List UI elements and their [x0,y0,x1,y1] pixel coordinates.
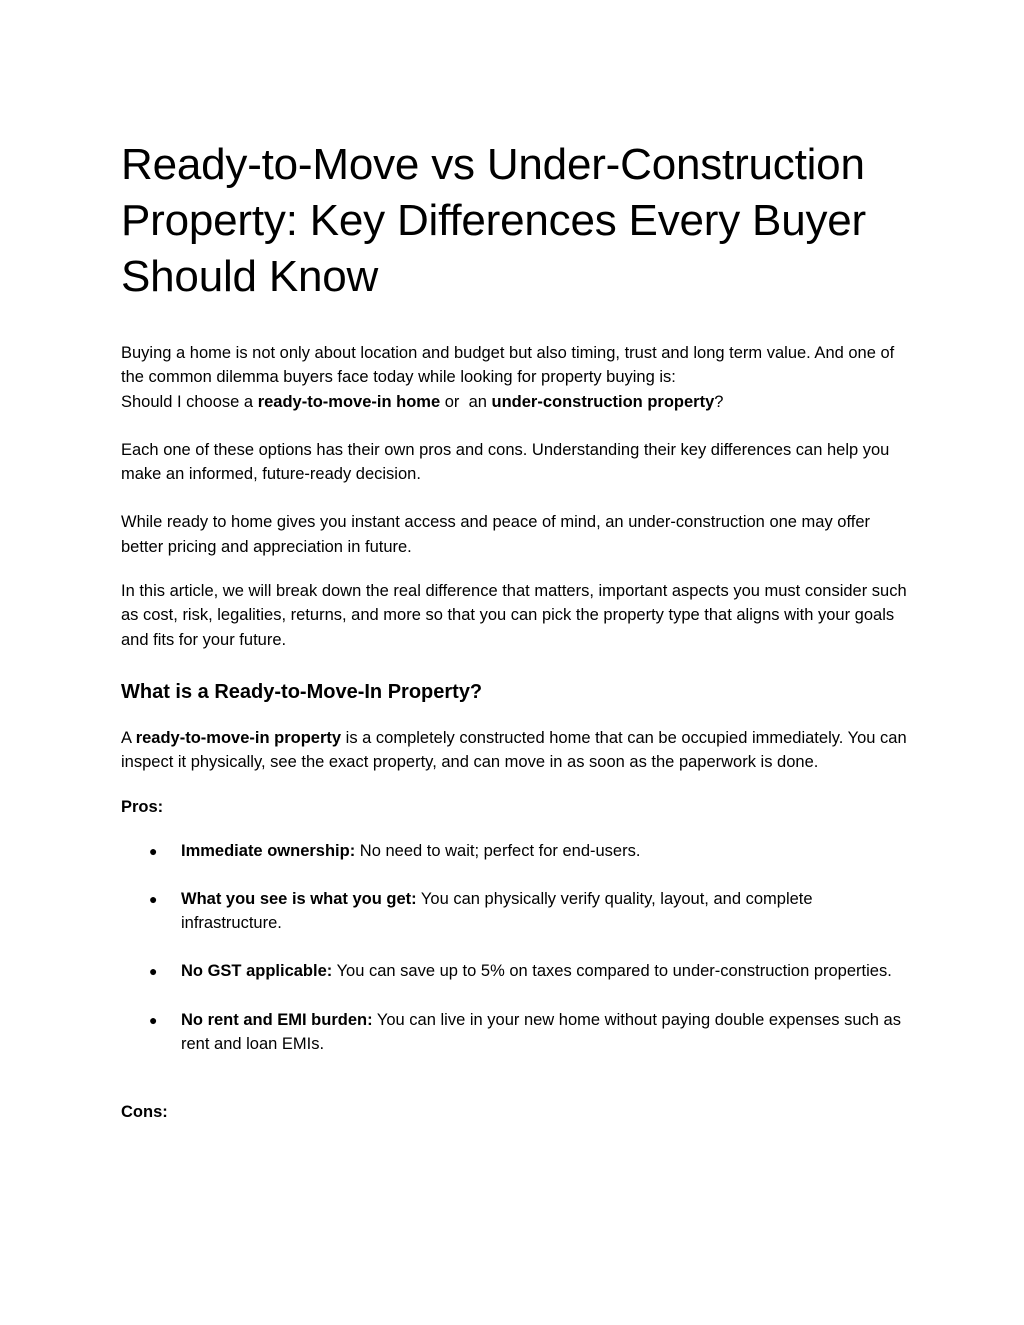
definition-prefix: A [121,728,136,747]
definition-bold: ready-to-move-in property [135,728,342,747]
list-item [121,1008,911,1057]
pro-title: No GST applicable: [181,962,333,981]
pro-title: Immediate ownership: [181,841,356,860]
pro-text: No need to wait; perfect for end-users. [355,841,641,860]
bullet-icon: ● [149,1011,158,1028]
list-item [121,839,911,863]
paragraph-article-overview: In this article, we will break down the real difference that matters, important aspects you must consider such as cost, risk, legalities, returns, and more so that you can pick the property type that aligns with your goals and fits for your future. [121,582,907,649]
intro-line-1: Buying a home is not only about location and budget but also timing, trust and long term value. And one of the common dilemma buyers face today while looking for property buying is: [121,344,895,387]
bullet-icon: ● [149,890,158,907]
paragraph-instant-access: While ready to home gives you instant access and peace of mind, an under-construction one may offer better pricing and appreciation in future. [121,513,871,556]
pro-text: You can live in your new home without paying double expenses such as rent and loan EMIs. [181,1010,901,1054]
bullet-icon: ● [149,842,158,859]
pro-title: What you see is what you get: [181,889,417,908]
pro-text: You can save up to 5% on taxes compared to under-construction properties. [332,962,892,981]
cons-label: Cons: [121,1103,168,1122]
list-item [121,959,911,983]
document-page [121,137,911,1124]
intro-suffix: ? [714,392,724,411]
section-heading-ready-to-move: What is a Ready-to-Move-In Property? [121,680,483,703]
intro-bold-ready: ready-to-move-in home [257,392,441,411]
intro-bold-under: under-construction property [491,392,715,411]
paragraph-pros-cons: Each one of these options has their own pros and cons. Understanding their key differences can help you make an informed, future-ready decision. [121,440,890,484]
bullet-icon: ● [149,963,158,980]
definition-rest: is a completely constructed home that can be occupied immediately. You can inspect it physically, see the exact property, and can move in as soon as the paperwork is done. [121,728,907,772]
page-title: Ready-to-Move vs Under-Construction Property: Key Differences Every Buyer Should Know [121,140,866,301]
pro-text: You can physically verify quality, layout, and complete infrastructure. [181,889,813,933]
intro-line-2-prefix: Should I choose a [121,392,258,411]
intro-middle: or an [440,392,492,411]
pro-title: No rent and EMI burden: [181,1010,373,1029]
paragraph-definition [121,726,911,775]
list-item [121,887,911,936]
pros-list [121,839,911,1057]
intro-paragraph [121,341,911,414]
pros-label: Pros: [121,797,164,816]
